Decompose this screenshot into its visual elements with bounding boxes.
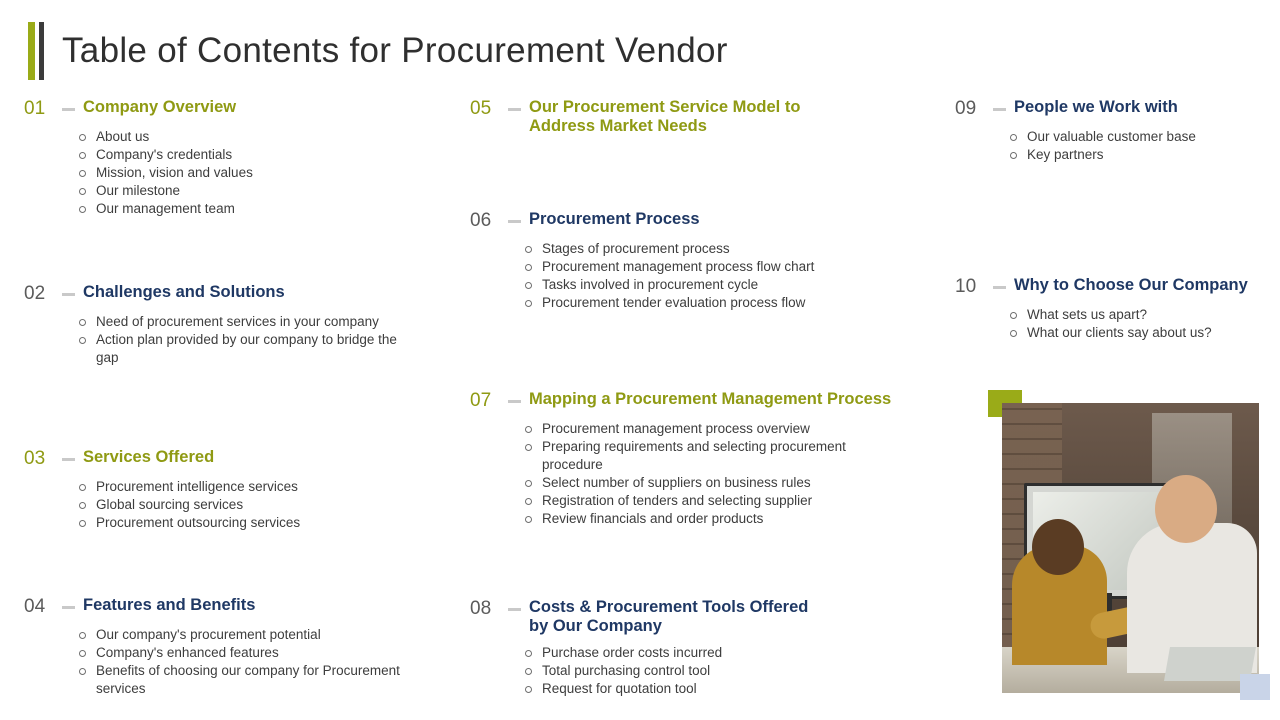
toc-bullet-item[interactable]: Company's credentials <box>78 146 418 164</box>
toc-section-separator <box>62 606 75 609</box>
toc-section-number: 02 <box>24 283 46 304</box>
toc-section-number: 10 <box>955 276 977 297</box>
toc-section-number: 08 <box>470 598 492 619</box>
toc-bullet-item[interactable]: Procurement management process overview <box>524 420 884 438</box>
toc-bullet-item[interactable]: Procurement management process flow chart <box>524 258 884 276</box>
photo-person-right-head <box>1155 475 1217 543</box>
toc-bullet-item[interactable]: Mission, vision and values <box>78 164 418 182</box>
toc-section-bullets <box>524 420 884 528</box>
toc-section-header <box>24 98 418 120</box>
toc-section-separator <box>62 458 75 461</box>
toc-bullet-item[interactable]: About us <box>78 128 418 146</box>
toc-section-header <box>24 283 418 305</box>
toc-bullet-item[interactable]: Select number of suppliers on business rules <box>524 474 884 492</box>
photo-block <box>1002 403 1259 693</box>
toc-section-bullets <box>78 478 418 532</box>
title-accent-green-bar <box>28 22 35 80</box>
toc-bullet-item[interactable]: Request for quotation tool <box>524 680 884 698</box>
toc-bullet-item[interactable]: Key partners <box>1009 146 1279 164</box>
toc-section-bullets <box>78 128 418 218</box>
toc-bullet-item[interactable]: Global sourcing services <box>78 496 418 514</box>
toc-section-bullets <box>524 240 884 312</box>
toc-section-bullets <box>78 626 418 697</box>
toc-bullet-item[interactable]: Need of procurement services in your company <box>78 313 418 331</box>
toc-section-separator <box>508 400 521 403</box>
bottom-right-accent-square <box>1240 674 1270 700</box>
toc-section-05[interactable] <box>470 98 829 136</box>
toc-section-separator <box>993 286 1006 289</box>
toc-section-04[interactable] <box>24 596 418 698</box>
title-accent-dark-bar <box>39 22 44 80</box>
toc-bullet-item[interactable]: Our management team <box>78 200 418 218</box>
toc-bullet-item[interactable]: What our clients say about us? <box>1009 324 1279 342</box>
toc-bullet-item[interactable]: What sets us apart? <box>1009 306 1279 324</box>
toc-section-header <box>470 598 884 636</box>
toc-section-06[interactable] <box>470 210 884 312</box>
toc-section-bullets <box>524 644 884 698</box>
toc-section-header <box>24 596 418 618</box>
toc-bullet-item[interactable]: Preparing requirements and selecting procurement procedure <box>524 438 884 473</box>
toc-section-title[interactable]: Procurement Process <box>529 210 700 228</box>
toc-section-separator <box>993 108 1006 111</box>
toc-section-bullets <box>1009 128 1279 164</box>
toc-section-title[interactable]: Challenges and Solutions <box>83 283 285 301</box>
toc-section-bullets <box>1009 306 1279 342</box>
toc-section-title[interactable]: Why to Choose Our Company <box>1014 276 1248 294</box>
toc-section-header <box>470 210 884 232</box>
toc-section-02[interactable] <box>24 283 418 367</box>
toc-section-title[interactable]: Costs & Procurement Tools Offered by Our Company <box>529 598 809 635</box>
toc-section-separator <box>508 108 521 111</box>
toc-section-separator <box>62 108 75 111</box>
toc-section-header <box>470 390 891 412</box>
toc-section-bullets <box>78 313 418 366</box>
toc-section-number: 05 <box>470 98 492 119</box>
toc-section-number: 09 <box>955 98 977 119</box>
toc-bullet-item[interactable]: Action plan provided by our company to bridge the gap <box>78 331 418 366</box>
toc-bullet-item[interactable]: Our milestone <box>78 182 418 200</box>
toc-section-number: 07 <box>470 390 492 411</box>
toc-section-header <box>24 448 418 470</box>
toc-bullet-item[interactable]: Review financials and order products <box>524 510 884 528</box>
toc-section-number: 06 <box>470 210 492 231</box>
toc-bullet-item[interactable]: Our valuable customer base <box>1009 128 1279 146</box>
toc-section-header <box>955 98 1279 120</box>
toc-section-number: 04 <box>24 596 46 617</box>
toc-section-title[interactable]: Services Offered <box>83 448 215 466</box>
toc-bullet-item[interactable]: Procurement outsourcing services <box>78 514 418 532</box>
slide-title-bar <box>28 22 728 80</box>
toc-section-number: 01 <box>24 98 46 119</box>
toc-bullet-item[interactable]: Procurement tender evaluation process flow <box>524 294 884 312</box>
toc-bullet-item[interactable]: Procurement intelligence services <box>78 478 418 496</box>
toc-section-01[interactable] <box>24 98 418 218</box>
toc-bullet-item[interactable]: Tasks involved in procurement cycle <box>524 276 884 294</box>
toc-bullet-item[interactable]: Benefits of choosing our company for Procurement services <box>78 662 418 697</box>
toc-section-number: 03 <box>24 448 46 469</box>
toc-section-title[interactable]: Mapping a Procurement Management Process <box>529 390 892 408</box>
toc-section-header <box>955 276 1279 298</box>
toc-section-08[interactable] <box>470 598 884 698</box>
toc-bullet-item[interactable]: Purchase order costs incurred <box>524 644 884 662</box>
toc-bullet-item[interactable]: Registration of tenders and selecting supplier <box>524 492 884 510</box>
toc-bullet-item[interactable]: Total purchasing control tool <box>524 662 884 680</box>
toc-section-title[interactable]: Company Overview <box>83 98 237 116</box>
toc-section-header <box>470 98 829 136</box>
toc-section-separator <box>62 293 75 296</box>
toc-section-10[interactable] <box>955 276 1279 342</box>
page-title: Table of Contents for Procurement Vendor <box>62 31 728 70</box>
meeting-photo <box>1002 403 1259 693</box>
toc-bullet-item[interactable]: Stages of procurement process <box>524 240 884 258</box>
toc-bullet-item[interactable]: Company's enhanced features <box>78 644 418 662</box>
toc-section-09[interactable] <box>955 98 1279 164</box>
toc-section-separator <box>508 220 521 223</box>
toc-section-07[interactable] <box>470 390 891 528</box>
toc-section-03[interactable] <box>24 448 418 532</box>
photo-person-left-head <box>1032 519 1084 575</box>
toc-section-title[interactable]: People we Work with <box>1014 98 1178 116</box>
toc-bullet-item[interactable]: Our company's procurement potential <box>78 626 418 644</box>
toc-section-title[interactable]: Our Procurement Service Model to Address Market Needs <box>529 98 801 135</box>
toc-section-title[interactable]: Features and Benefits <box>83 596 256 614</box>
toc-section-separator <box>508 608 521 611</box>
